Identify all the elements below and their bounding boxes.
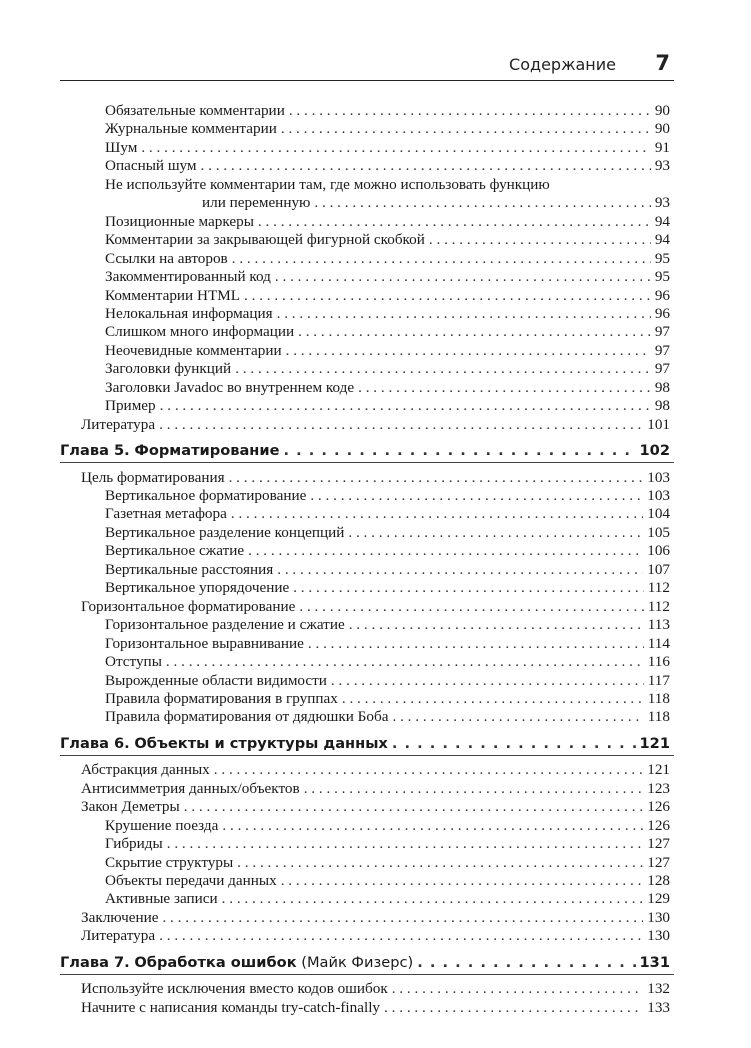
- dot-leader: [232, 249, 651, 269]
- toc-entry-title: Заголовки функций: [105, 360, 232, 378]
- toc-entry-title: Шум: [105, 138, 138, 156]
- toc-entry-title: Позиционные маркеры: [105, 212, 254, 230]
- toc-page-number: 112: [647, 597, 670, 615]
- toc-entry-title: Заголовки Javadoc во внутреннем коде: [105, 378, 355, 396]
- dot-leader: [167, 834, 644, 854]
- dot-leader: [248, 541, 643, 561]
- toc-entry-row: [105, 486, 670, 506]
- toc-entry-title: Гибриды: [105, 835, 163, 853]
- toc-entry-row: [81, 468, 670, 488]
- toc-entry-row: [105, 378, 670, 398]
- toc-page-number: 95: [654, 249, 670, 267]
- toc-entry-row: [81, 797, 670, 817]
- chapter-author: (Майк Физерс): [301, 953, 414, 971]
- dot-leader: [214, 760, 643, 780]
- toc-page-number: 95: [654, 268, 670, 286]
- dot-leader: [314, 193, 650, 213]
- toc-entry-row: [105, 523, 670, 543]
- toc-entry-row: [81, 597, 670, 617]
- toc-page-number: 90: [654, 102, 670, 119]
- dot-leader: [277, 304, 651, 324]
- toc-entry-row: [81, 760, 670, 780]
- toc-entry-title: Закон Деметры: [81, 798, 180, 816]
- toc-entry-title: Цель форматирования: [81, 468, 225, 486]
- toc-entry-title: Закомментированный код: [105, 268, 271, 286]
- chapter-heading: Глава 6.: [60, 734, 130, 752]
- dot-leader: [304, 779, 644, 799]
- toc-page-number: 94: [654, 212, 670, 230]
- dot-leader: [392, 979, 644, 999]
- toc-entry-row: [105, 853, 670, 873]
- chapter-divider: [60, 462, 674, 463]
- dot-leader: [308, 634, 644, 654]
- toc-entry-row: [105, 286, 670, 306]
- dot-leader: [310, 486, 643, 506]
- toc-entry-title: [60, 441, 280, 461]
- toc-page-number: 103: [647, 487, 670, 504]
- toc-page-number: 98: [654, 397, 670, 415]
- toc-entry-row: [105, 138, 670, 158]
- toc-page-number: 106: [647, 542, 670, 560]
- toc-page-number: 97: [654, 360, 670, 378]
- toc-entry-row: [81, 926, 670, 946]
- toc-entry-row: [81, 979, 670, 999]
- toc-entry-title: Начните с написания команды try-catch-finally: [81, 998, 381, 1016]
- toc-entry-title: Комментарии за закрывающей фигурной скобкой: [105, 231, 425, 249]
- toc-entry-title: Вертикальное разделение концепций: [105, 523, 345, 541]
- chapter-divider: [60, 755, 674, 756]
- toc-entry-row: [105, 634, 670, 654]
- dot-leader: [348, 523, 643, 543]
- toc-page-number: 132: [647, 980, 670, 998]
- dot-leader: [284, 441, 636, 461]
- dot-leader: [235, 359, 651, 379]
- dot-leader: [222, 816, 643, 836]
- toc-entry-title: Ссылки на авторов: [105, 249, 228, 267]
- dot-leader: [222, 889, 644, 909]
- toc-page-number: 107: [647, 560, 670, 578]
- toc-chapter-row: [60, 734, 670, 754]
- toc-entry-title: Нелокальная информация: [105, 304, 273, 322]
- toc-entry-title: Литература: [81, 415, 156, 433]
- toc-entry-title: или переменную: [202, 194, 311, 212]
- toc-entry-row: [81, 779, 670, 799]
- dot-leader: [159, 415, 643, 435]
- dot-leader: [392, 734, 636, 754]
- toc-page-number: 93: [654, 157, 670, 175]
- chapter-heading: Глава 5.: [60, 442, 130, 460]
- running-title: Содержание: [509, 55, 616, 74]
- dot-leader: [299, 597, 643, 617]
- toc-entry-title: Вертикальное упорядочение: [105, 579, 290, 597]
- dot-leader: [298, 322, 651, 342]
- toc-page-number: 128: [647, 872, 670, 889]
- toc-entry-title: Горизонтальное выравнивание: [105, 634, 304, 652]
- toc-entry-row: [105, 560, 670, 580]
- dot-leader: [358, 378, 651, 398]
- toc-entry-title: Заключение: [81, 908, 159, 926]
- toc-entry-row: [105, 267, 670, 287]
- dot-leader: [417, 953, 635, 973]
- dot-leader: [275, 267, 651, 287]
- toc-page-number: 123: [647, 779, 670, 797]
- dot-leader: [281, 119, 651, 139]
- toc-entry-row: [202, 193, 670, 213]
- chapter-heading: Глава 7.: [60, 953, 130, 971]
- dot-leader: [384, 998, 643, 1018]
- toc-entry-row: [105, 834, 670, 854]
- toc-entry-row: [105, 504, 670, 524]
- dot-leader: [184, 797, 643, 817]
- toc-entry-row: [81, 998, 670, 1018]
- toc-page-number: 127: [647, 835, 670, 853]
- toc-entry-title: Пример: [105, 397, 156, 415]
- toc-page-number: 118: [647, 708, 670, 726]
- toc-entry-title: Журнальные комментарии: [105, 120, 277, 138]
- toc-entry-title: Отступы: [105, 653, 162, 671]
- dot-leader: [349, 615, 644, 635]
- page-number: 7: [655, 51, 670, 75]
- toc-entry-row: [105, 615, 670, 635]
- dot-leader: [331, 671, 644, 691]
- dot-leader: [286, 341, 651, 361]
- toc-page-number: 104: [647, 505, 670, 523]
- toc-entry-row: [105, 578, 670, 598]
- toc-entry-title: Вертикальное сжатие: [105, 542, 245, 560]
- toc-entry-title: Вертикальные расстояния: [105, 560, 274, 578]
- toc-page-number: 90: [654, 120, 670, 138]
- dot-leader: [258, 212, 651, 232]
- toc-entry-title: Используйте исключения вместо кодов ошибок: [81, 980, 388, 998]
- dot-leader: [237, 853, 643, 873]
- toc-page-number: 93: [654, 194, 670, 212]
- toc-entry-title: Опасный шум: [105, 157, 197, 175]
- dot-leader: [289, 101, 651, 121]
- toc-entry-row: [105, 889, 670, 909]
- toc-page-number: 129: [647, 890, 670, 908]
- toc-entry-row: [105, 541, 670, 561]
- toc-page-number: 121: [639, 734, 670, 752]
- dot-leader: [166, 652, 644, 672]
- toc-chapter-row: [60, 953, 670, 973]
- toc-page-number: 105: [647, 523, 670, 541]
- toc-page-number: 103: [647, 468, 670, 486]
- toc-page-number: 126: [647, 798, 670, 816]
- toc-entry-row: [81, 908, 670, 928]
- toc-page-number: 96: [654, 304, 670, 322]
- toc-entry-title: Вертикальное форматирование: [105, 487, 307, 504]
- toc-entry-row: [105, 119, 670, 139]
- dot-leader: [429, 230, 651, 250]
- toc-entry-title: [60, 953, 413, 973]
- dot-leader: [293, 578, 644, 598]
- dot-leader: [244, 286, 651, 306]
- toc-entry-row: [105, 871, 670, 891]
- toc-entry-title: Правила форматирования в группах: [105, 689, 338, 707]
- toc-entry-row: [105, 249, 670, 269]
- toc-entry-row: [105, 341, 670, 361]
- dot-leader: [281, 871, 644, 891]
- toc-page-number: 121: [647, 761, 670, 779]
- dot-leader: [277, 560, 643, 580]
- toc-page-number: 97: [654, 341, 670, 359]
- toc-entry-row: [105, 230, 670, 250]
- toc-entry-row: [105, 816, 670, 836]
- toc-entry-title: Абстракция данных: [81, 761, 210, 779]
- toc-page-number: 94: [654, 231, 670, 249]
- toc-page-number: 112: [647, 579, 670, 597]
- toc-entry-row: [105, 652, 670, 672]
- chapter-divider: [60, 974, 674, 975]
- toc-entry-title: Крушение поезда: [105, 816, 219, 834]
- dot-leader: [392, 707, 643, 727]
- toc-entry-row: [105, 322, 670, 342]
- toc-page-number: 127: [647, 853, 670, 871]
- toc-entry-title: Антисимметрия данных/объектов: [81, 779, 300, 797]
- toc-page-number: 130: [647, 927, 670, 945]
- dot-leader: [160, 396, 651, 416]
- toc-page-number: 130: [647, 908, 670, 926]
- toc-entry-title: Не используйте комментарии там, где можно использовать функцию: [105, 175, 550, 193]
- toc-entry-title: Правила форматирования от дядюшки Боба: [105, 708, 389, 726]
- dot-leader: [141, 138, 650, 158]
- toc-page-number: 133: [647, 998, 670, 1016]
- toc-entry-title: Объекты передачи данных: [105, 872, 277, 889]
- toc-chapter-row: [60, 441, 670, 461]
- toc-page-number: 101: [647, 415, 670, 433]
- toc-page-number: 131: [639, 953, 670, 971]
- toc-entry-row: [105, 101, 670, 121]
- toc-page-number: 96: [654, 286, 670, 304]
- toc-entry-row: [105, 175, 670, 195]
- toc-entry-title: Комментарии HTML: [105, 286, 241, 304]
- toc-page-number: 126: [647, 816, 670, 834]
- toc-entry-title: Горизонтальное разделение и сжатие: [105, 616, 345, 634]
- toc-entry-row: [105, 689, 670, 709]
- dot-leader: [231, 504, 643, 524]
- chapter-title: Форматирование: [134, 442, 280, 460]
- toc-page-number: 118: [647, 689, 670, 707]
- toc-entry-title: Обязательные комментарии: [105, 102, 285, 119]
- chapter-title: Обработка ошибок: [134, 953, 297, 971]
- toc-entry-title: Активные записи: [105, 890, 218, 908]
- toc-entry-title: [60, 734, 388, 754]
- toc-entry-row: [81, 415, 670, 435]
- toc-page-number: 97: [654, 323, 670, 341]
- toc-entry-title: Неочевидные комментарии: [105, 341, 282, 359]
- toc-page-number: 116: [647, 653, 670, 671]
- dot-leader: [201, 156, 651, 176]
- toc-entry-row: [105, 671, 670, 691]
- dot-leader: [342, 689, 644, 709]
- toc-entry-row: [105, 156, 670, 176]
- toc-page-number: 117: [647, 671, 670, 689]
- toc-entry-row: [105, 304, 670, 324]
- toc-entry-title: Газетная метафора: [105, 505, 227, 523]
- toc-entry-title: Горизонтальное форматирование: [81, 597, 296, 615]
- toc-page-number: 91: [654, 138, 670, 156]
- toc-page-number: 114: [647, 634, 670, 652]
- toc-entry-row: [105, 396, 670, 416]
- dot-leader: [159, 926, 643, 946]
- dot-leader: [229, 468, 644, 488]
- toc-entry-title: Слишком много информации: [105, 323, 295, 341]
- toc-entry-row: [105, 212, 670, 232]
- toc-entry-title: Скрытие структуры: [105, 853, 234, 871]
- toc-page-number: 102: [639, 442, 670, 460]
- toc-entry-row: [105, 707, 670, 727]
- chapter-title: Объекты и структуры данных: [134, 734, 388, 752]
- toc-entry-title: Вырожденные области видимости: [105, 671, 327, 689]
- toc-entry-title: Литература: [81, 927, 156, 945]
- toc-page-number: 98: [654, 378, 670, 396]
- toc-entry-row: [105, 359, 670, 379]
- dot-leader: [162, 908, 643, 928]
- toc-page-number: 113: [647, 616, 670, 634]
